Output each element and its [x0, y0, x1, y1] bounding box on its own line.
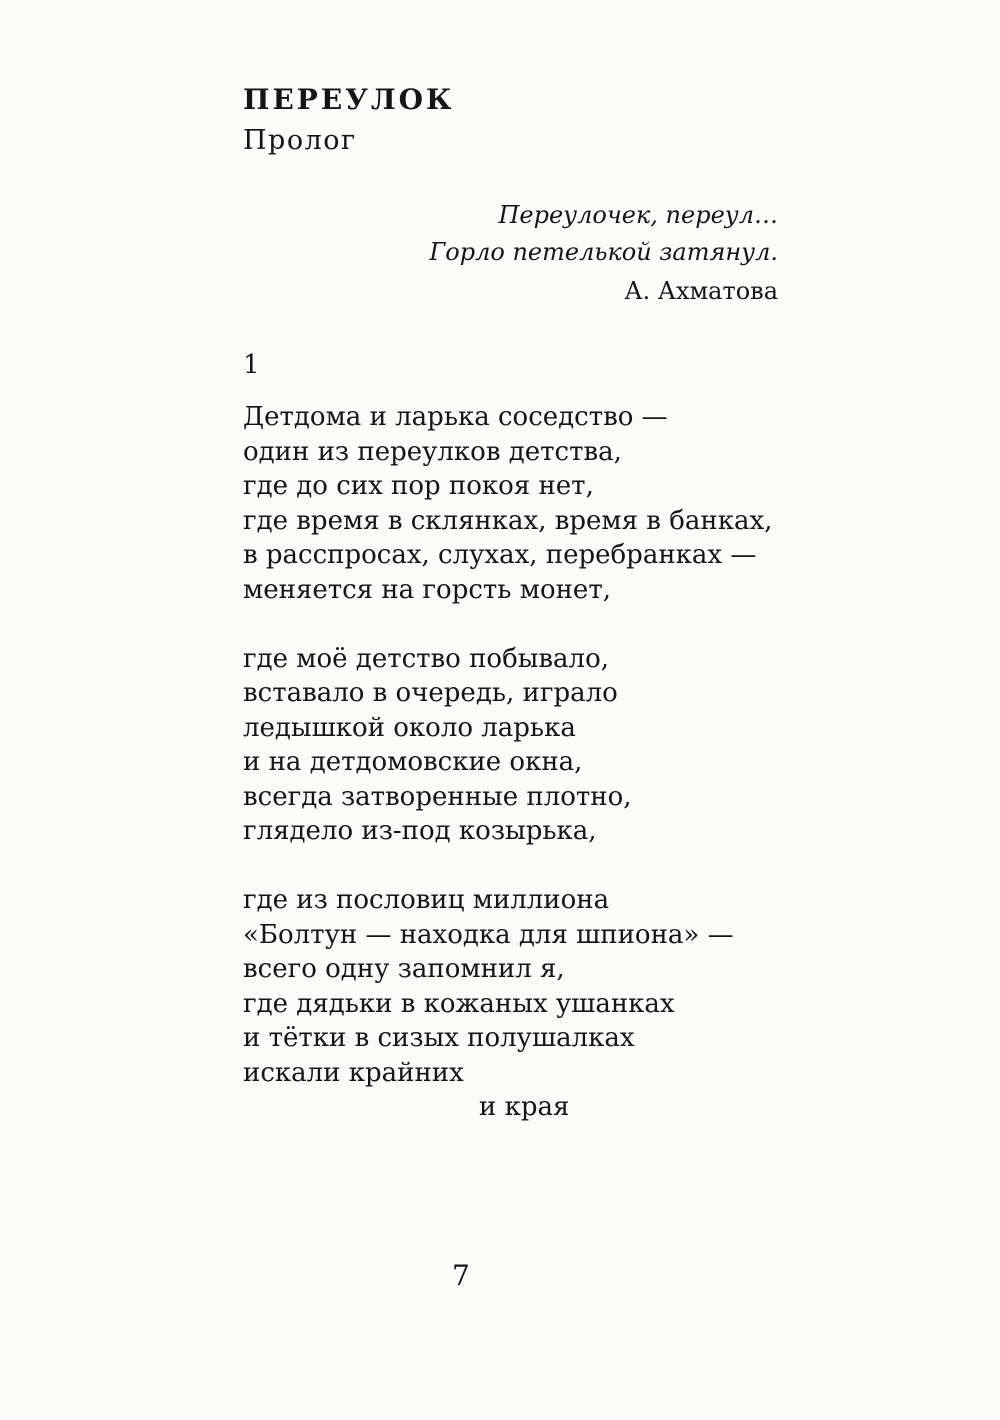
- poem-line: один из переулков детства,: [243, 436, 622, 467]
- poem-line: Детдома и ларька соседство —: [243, 402, 668, 432]
- poem-line: искали крайних: [243, 1057, 464, 1088]
- poem-line: где из пословиц миллиона: [243, 885, 610, 915]
- poem-line: где моё детство побывало,: [243, 643, 609, 674]
- poem-line: и края: [479, 1092, 570, 1122]
- section-number: 1: [243, 350, 260, 380]
- poem-subtitle: Пролог: [243, 125, 357, 156]
- poem-line: «Болтун — находка для шпиона» —: [243, 919, 734, 950]
- poem-title: ПЕРЕУЛОК: [243, 83, 455, 116]
- epigraph: [429, 197, 778, 310]
- stanza: [243, 883, 772, 1125]
- epigraph-line: Переулочек, переул…: [498, 201, 778, 229]
- stanza: [243, 642, 772, 849]
- poem-line: где дядьки в кожаных ушанках: [243, 988, 675, 1019]
- poem-line: глядело из-под козырька,: [243, 816, 597, 846]
- poem-line: и тётки в сизых полушалках: [243, 1023, 635, 1053]
- epigraph-line: Горло петелькой затянул.: [429, 238, 778, 266]
- poem-line: и на детдомовские окна,: [243, 747, 583, 777]
- page-number: 7: [452, 1259, 470, 1292]
- poem-line: ледышкой около ларька: [243, 712, 576, 743]
- poem-line: вставало в очередь, играло: [243, 678, 618, 708]
- poem-line: всегда затворенные плотно,: [243, 781, 632, 812]
- epigraph-author: А. Ахматова: [624, 277, 778, 305]
- poem-body: [243, 400, 772, 1125]
- stanza: [243, 400, 772, 607]
- poem-line: в расспросах, слухах, перебранках —: [243, 540, 757, 570]
- poem-line: всего одну запомнил я,: [243, 954, 565, 984]
- poem-line: меняется на горсть монет,: [243, 574, 611, 605]
- poem-line: где время в склянках, время в банках,: [243, 505, 773, 536]
- poem-line: где до сих пор покоя нет,: [243, 471, 594, 501]
